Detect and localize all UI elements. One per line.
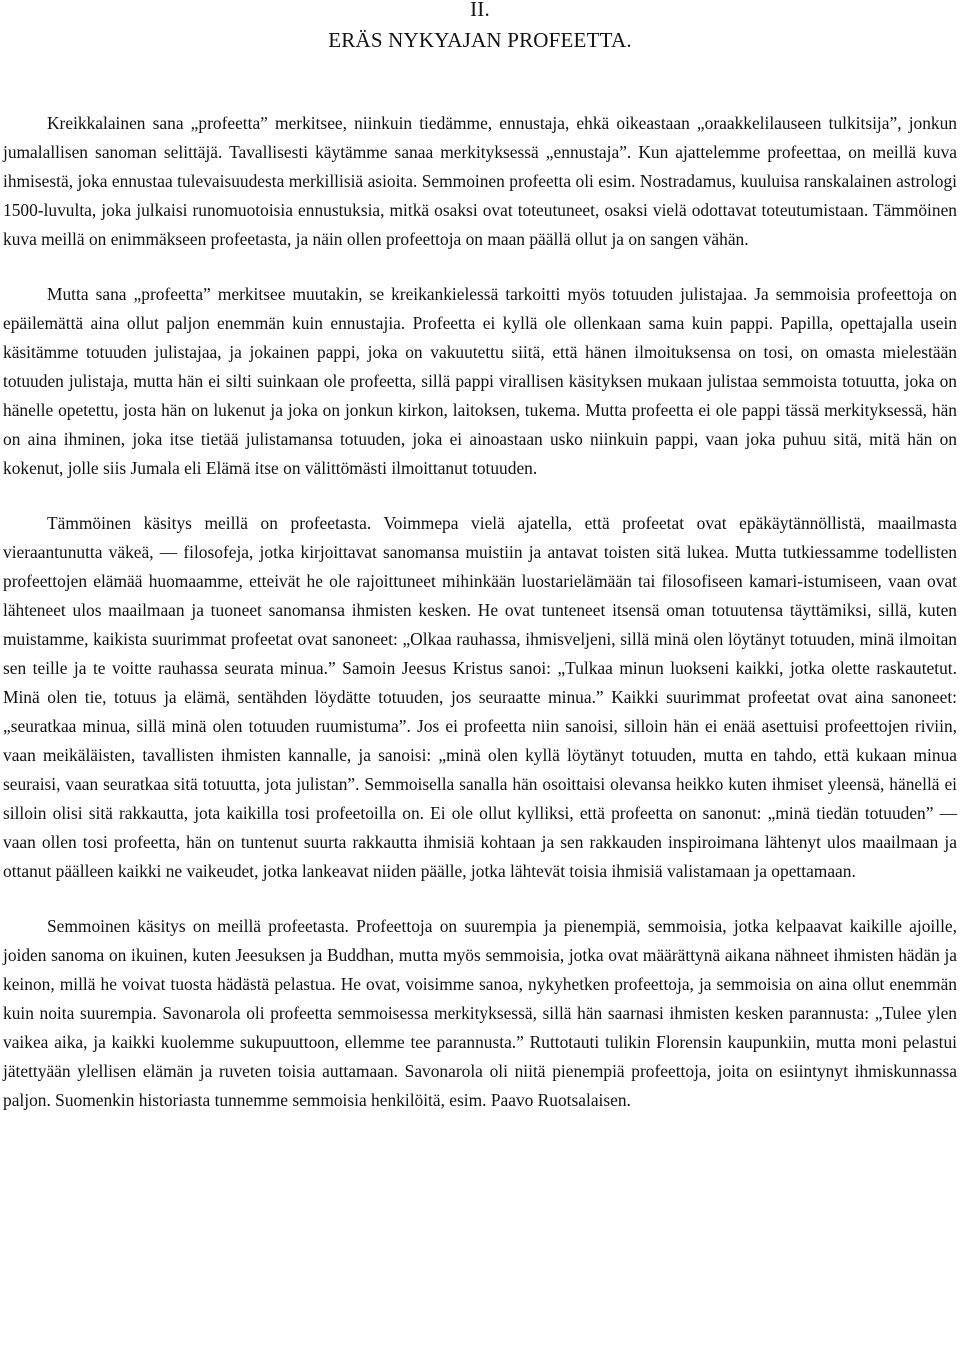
- chapter-title: ERÄS NYKYAJAN PROFEETTA.: [328, 28, 632, 52]
- paragraph: Kreikkalainen sana „profeetta” merkitsee, niinkuin tiedämme, ennustaja, ehkä oikeastaan „oraakkelilauseen tulkitsija”, jonkun jumalallisen sanoman selittäjä. Tavallisesti käytämme sanaa merkityksessä „ennustaja”. Kun ajattelemme profeettaa, on meillä kuva ihmisestä, joka ennustaa tulevaisuudesta merkillisiä asioita. Semmoinen profeetta oli esim. Nostradamus, kuuluisa ranskalainen astrologi 1500-luvulta, joka julkaisi runomuotoisia ennustuksia, mitkä osaksi ovat toteutuneet, osaksi vielä odottavat toteutumistaan. Tämmöinen kuva meillä on enimmäkseen profeetasta, ja näin ollen profeettoja on maan päällä ollut ja on sangen vähän.: [3, 113, 957, 249]
- paragraph: Mutta sana „profeetta” merkitsee muutakin, se kreikankielessä tarkoitti myös totuuden julistajaa. Ja semmoisia profeettoja on epäilemättä aina ollut paljon enemmän kuin ennustajia. Profeetta ei kyllä ole ollenkaan sama kuin pappi. Papilla, opettajalla usein käsitämme totuuden julistajaa, ja jokainen pappi, joka on vakuutettu siitä, että hänen ilmoituksensa on tosi, on omasta mielestään totuuden julistaja, mutta hän ei silti suinkaan ole profeetta, sillä pappi virallisen käsityksen mukaan julistaa semmoista totuutta, joka on hänelle opetettu, josta hän on lukenut ja joka on jonkun kirkon, laitoksen, tukema. Mutta profeetta ei ole pappi tässä merkityksessä, hän on aina ihminen, joka itse tietää julistamansa totuuden, joka ei ainoastaan usko niinkuin pappi, vaan joka puhuu sitä, mitä hän on kokenut, jolle siis Jumala eli Elämä itse on välittömästi ilmoittanut totuuden.: [3, 284, 957, 478]
- paragraph: Tämmöinen käsitys meillä on profeetasta. Voimmepa vielä ajatella, että profeetat ovat epäkäytännöllistä, maailmasta vieraantunutta väkeä, — filosofeja, jotka kirjoittavat sanomansa muistiin ja antavat toisten sitä lukea. Mutta tutkiessamme todellisten profeettojen elämää huomaamme, etteivät he ole rajoittuneet mihinkään luostarielämään tai filosofiseen kamari-istumiseen, vaan ovat lähteneet ulos maailmaan ja tuoneet sanomansa ihmisten kesken. He ovat tunteneet itsensä oman totuutensa täyttämiksi, sillä, kuten muistamme, kaikista suurimmat profeetat ovat sanoneet: „Olkaa rauhassa, ihmisveljeni, sillä minä olen löytänyt totuuden, minä ilmoitan sen teille ja te voitte rauhassa seurata minua.” Samoin Jeesus Kristus sanoi: „Tulkaa minun luokseni kaikki, jotka olette raskautetut. Minä olen tie, totuus ja elämä, sentähden löydätte totuuden, jos seuraatte minua.” Kaikki suurimmat profeetat ovat aina sanoneet: „seuratkaa minua, sillä minä olen totuuden ruumistuma”. Jos ei profeetta niin sanoisi, silloin hän ei enää asettuisi profeettojen riviin, vaan meikäläisten, tavallisten ihmisten kannalle, ja sanoisi: „minä olen kyllä löytänyt totuuden, mutta en tahdo, että kukaan minua seuraisi, vaan seuratkaa sitä totuutta, jota julistan”. Semmoisella sanalla hän osoittaisi olevansa heikko kuten ihmiset yleensä, hänellä ei silloin olisi sitä rakkautta, jota kaikilla tosi profeetoilla on. Ei ole ollut kylliksi, että profeetta on sanonut: „minä tiedän totuuden” — vaan ollen tosi profeetta, hän on tuntenut suurta rakkautta ihmisiä kohtaan ja sen rakkauden inspiroimana lähtenyt ulos maailmaan ja ottanut päälleen kaikki ne vaikeudet, jotka lankeavat niiden päälle, jotka lähtevät toisia ihmisiä valistamaan ja opettamaan.: [3, 513, 957, 881]
- chapter-number: II.: [470, 0, 490, 21]
- paragraph: Semmoinen käsitys on meillä profeetasta. Profeettoja on suurempia ja pienempiä, semmoisia, jotka kelpaavat kaikille ajoille, joiden sanoma on ikuinen, kuten Jeesuksen ja Buddhan, mutta myös semmoisia, jotka ovat määrättynä aikana nähneet ihmisten hädän ja keinon, millä he voivat tuosta hädästä pelastua. He ovat, voisimme sanoa, nykyhetken profeettoja, ja semmoisia on aina ollut enemmän kuin noita suurempia. Savonarola oli profeetta semmoisessa merkityksessä, sillä hän saarnasi ihmisten kesken parannusta: „Tulee ylen vaikea aika, ja kaikki kuolemme sukupuuttoon, ellemme tee parannusta.” Ruttotauti tulikin Florensin kaupunkiin, mutta moni pelastui jätettyään ylellisen elämän ja ruveten toisia auttamaan. Savonarola oli niitä pienempiä profeettoja, joita on esiintynyt ihmiskunnassa paljon. Suomenkin historiasta tunnemme semmoisia henkilöitä, esim. Paavo Ruotsalaisen.: [3, 916, 957, 1110]
